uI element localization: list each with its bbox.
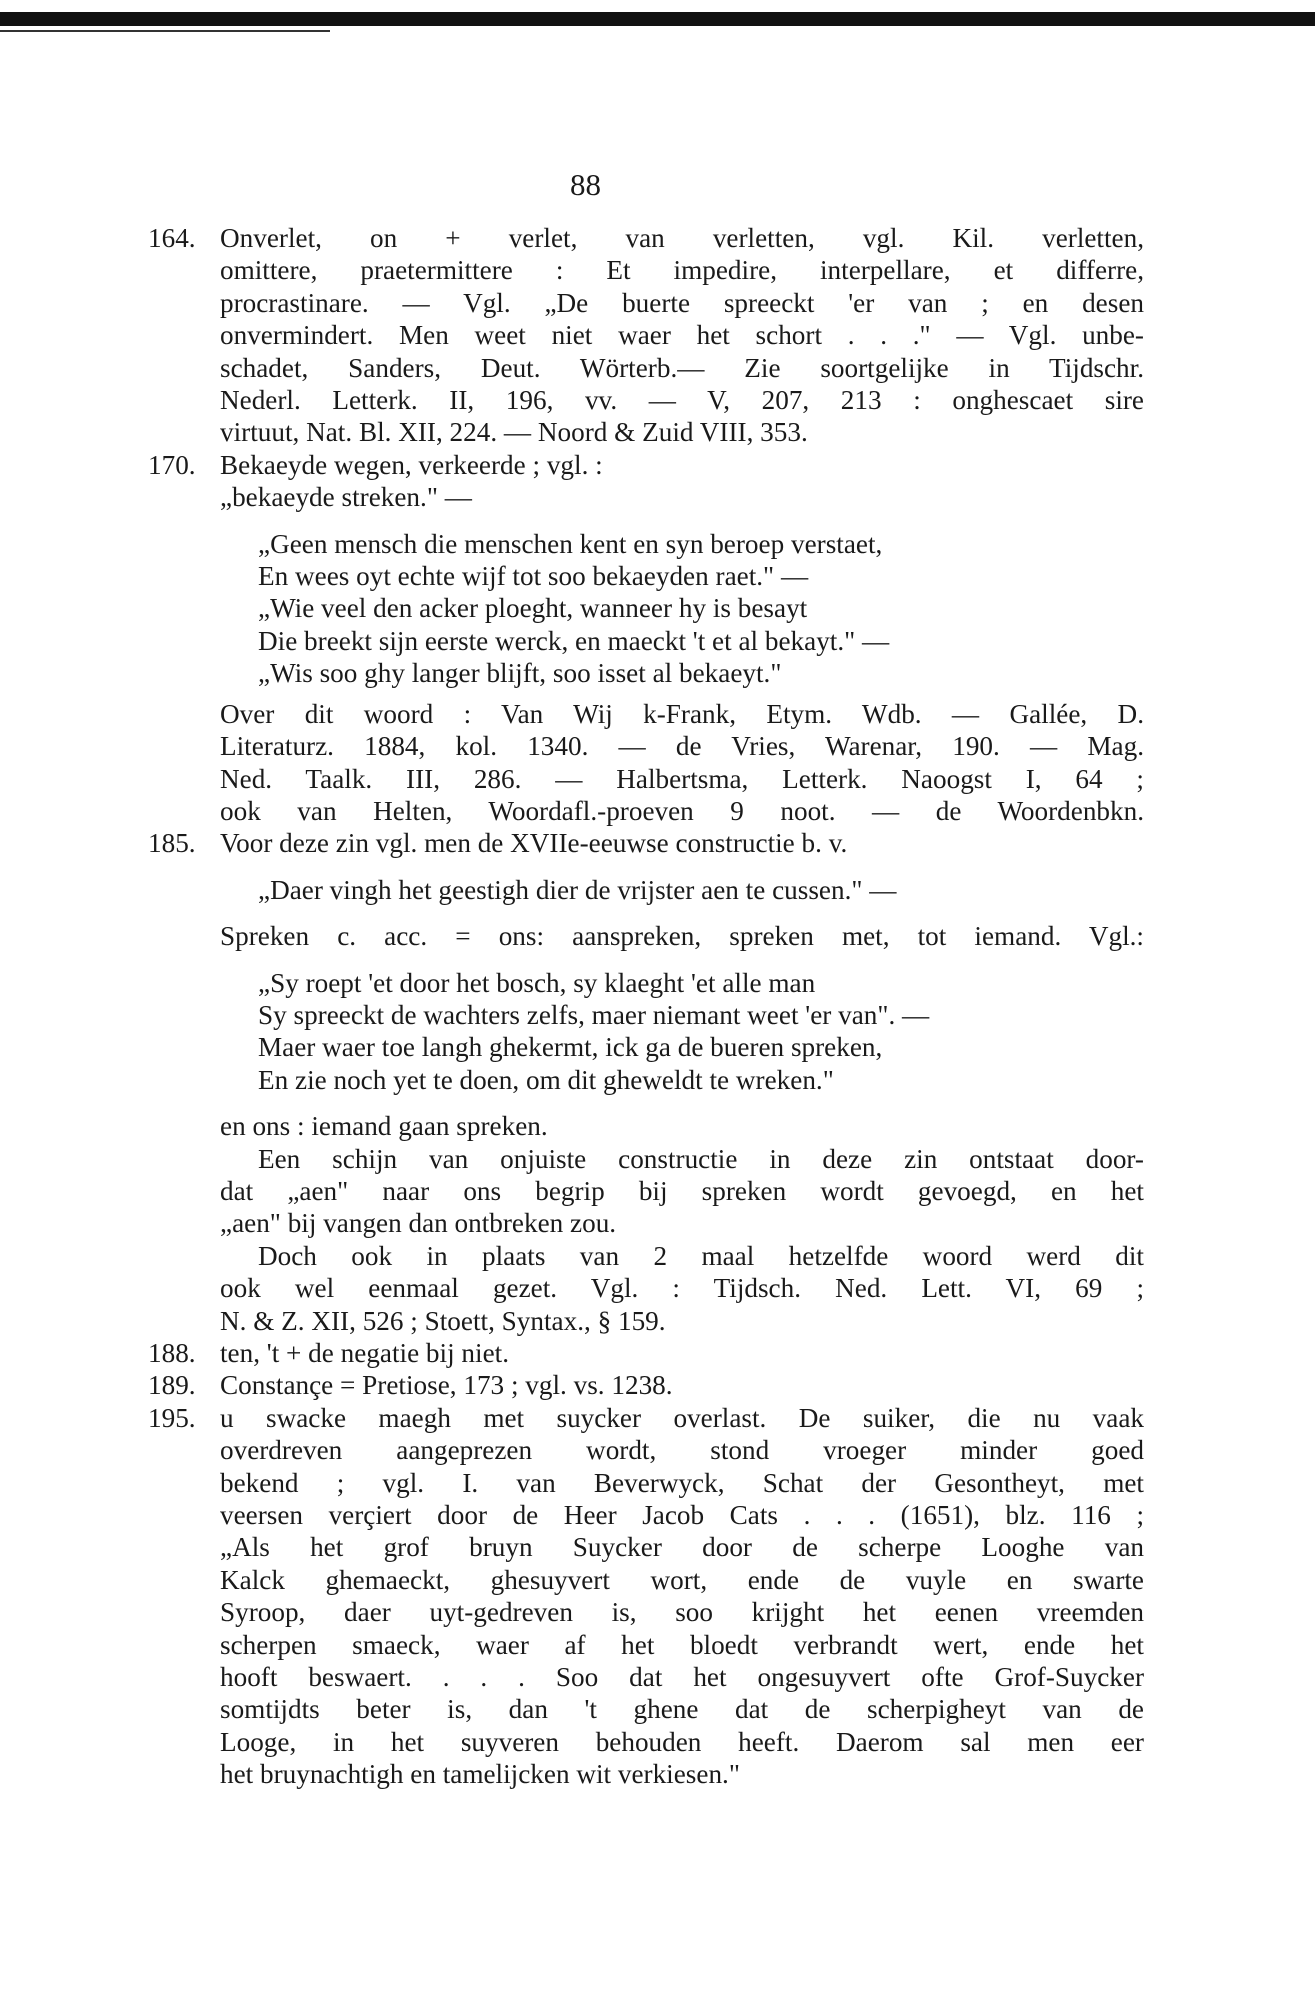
note-line: Constançe = Pretiose, 173 ; vgl. vs. 1238. [220,1370,673,1401]
note-number: 185. [148,828,196,859]
note-line: Een schijn van onjuiste constructie in deze zin ontstaat door- [258,1143,1144,1174]
note-line: „bekaeyde streken." — [220,482,472,513]
spacer [220,906,1144,920]
note-line: Ned. Taalk. III, 286. — Halbertsma, Letterk. Naoogst I, 64 ; [220,763,1144,794]
note-line: Syroop, daer uyt-gedreven is, soo krijght het eenen vreemden [220,1597,1144,1628]
spacer [220,690,1144,698]
note-line: onvermindert. Men weet niet waer het schort . . ." — Vgl. unbe- [220,320,1144,351]
note-185 [148,827,1144,1337]
note-line: het bruynachtigh en tamelijcken wit verkiesen." [220,1759,740,1790]
verse-line: Die breekt sijn eerste werck, en maeckt 't et al bekayt." — [258,625,890,656]
note-number: 170. [148,449,196,480]
spacer [220,514,1144,528]
page-number: 88 [570,167,601,202]
note-195 [148,1402,1144,1791]
note-line: hooft beswaert. . . . Soo dat het ongesuyvert ofte Grof-Suycker [220,1662,1144,1693]
note-line: dat „aen" naar ons begrip bij spreken wordt gevoegd, en het [220,1175,1144,1206]
verse-line: „Geen mensch die menschen kent en syn beroep verstaet, [258,528,883,559]
note-line: veersen verçiert door de Heer Jacob Cats . . . (1651), blz. 116 ; [220,1500,1144,1531]
note-189 [148,1369,1144,1401]
note-line: Nederl. Letterk. II, 196, vv. — V, 207, 213 : onghescaet sire [220,385,1144,416]
note-164 [148,222,1144,449]
verse-line: „Sy roept 'et door het bosch, sy klaeght 'et alle man [258,967,816,998]
note-line: „aen" bij vangen dan ontbreken zou. [220,1208,617,1239]
note-170 [148,449,1144,827]
note-line: virtuut, Nat. Bl. XII, 224. — Noord & Zuid VIII, 353. [220,417,808,448]
top-border-rule-thin [0,30,330,32]
note-line: overdreven aangeprezen wordt, stond vroeger minder goed [220,1435,1144,1466]
note-line: Over dit woord : Van Wij k-Frank, Etym. Wdb. — Gallée, D. [220,698,1144,729]
note-line: Bekaeyde wegen, verkeerde ; vgl. : [220,449,603,480]
note-line: ten, 't + de negatie bij niet. [220,1338,509,1368]
note-line: Voor deze zin vgl. men de XVIIe-eeuwse constructie b. v. [220,828,848,859]
note-number: 188. [148,1338,196,1368]
verse-line: „Daer vingh het geestigh dier de vrijster aen te cussen." — [258,874,897,905]
note-line: Onverlet, on + verlet, van verletten, vgl. Kil. verletten, [220,223,1144,253]
verse-line: Maer waer toe langh ghekermt, ick ga de bueren spreken, [258,1032,883,1063]
note-line: Spreken c. acc. = ons: aanspreken, spreken met, tot iemand. Vgl.: [220,921,1144,952]
spacer [220,953,1144,967]
spacer [220,1096,1144,1110]
note-line: N. & Z. XII, 526 ; Stoett, Syntax., § 159. [220,1305,666,1336]
verse-line: En zie noch yet te doen, om dit gheweldt te wreken." [258,1064,834,1095]
note-line: ook van Helten, Woordafl.-proeven 9 noot. — de Woordenbkn. [220,795,1144,826]
note-line: „Als het grof bruyn Suycker door de scherpe Looghe van [220,1532,1144,1563]
note-line: scherpen smaeck, waer af het bloedt verbrandt wert, ende het [220,1629,1144,1660]
note-line: omittere, praetermittere : Et impedire, interpellare, et differre, [220,255,1144,286]
note-line: en ons : iemand gaan spreken. [220,1111,548,1142]
verse-line: „Wie veel den acker ploeght, wanneer hy is besayt [258,593,808,624]
note-line: Doch ook in plaats van 2 maal hetzelfde woord werd dit [258,1240,1144,1271]
note-number: 189. [148,1370,196,1401]
note-line: procrastinare. — Vgl. „De buerte spreeckt 'er van ; en desen [220,287,1144,318]
page-body [148,222,1144,1791]
note-188 [148,1337,1144,1369]
note-number: 195. [148,1402,196,1433]
verse-line: En wees oyt echte wijf tot soo bekaeyden raet." — [258,561,809,592]
note-number: 164. [148,223,196,253]
note-line: Literaturz. 1884, kol. 1340. — de Vries, Warenar, 190. — Mag. [220,731,1144,762]
note-line: u swacke maegh met suycker overlast. De suiker, die nu vaak [220,1402,1144,1433]
verse-line: Sy spreeckt de wachters zelfs, maer niemant weet 'er van". — [258,999,930,1030]
note-line: bekend ; vgl. I. van Beverwyck, Schat der Gesontheyt, met [220,1467,1144,1498]
top-border-rule [0,12,1315,26]
verse-line: „Wis soo ghy langer blijft, soo isset al bekaeyt." [258,658,782,689]
note-line: Kalck ghemaeckt, ghesuyvert wort, ende de vuyle en swarte [220,1564,1144,1595]
spacer [220,860,1144,874]
note-line: schadet, Sanders, Deut. Wörterb.— Zie soortgelijke in Tijdschr. [220,352,1144,383]
note-line: somtijdts beter is, dan 't ghene dat de scherpigheyt van de [220,1694,1144,1725]
note-line: Looge, in het suyveren behouden heeft. Daerom sal men eer [220,1726,1144,1757]
note-line: ook wel eenmaal gezet. Vgl. : Tijdsch. Ned. Lett. VI, 69 ; [220,1273,1144,1304]
